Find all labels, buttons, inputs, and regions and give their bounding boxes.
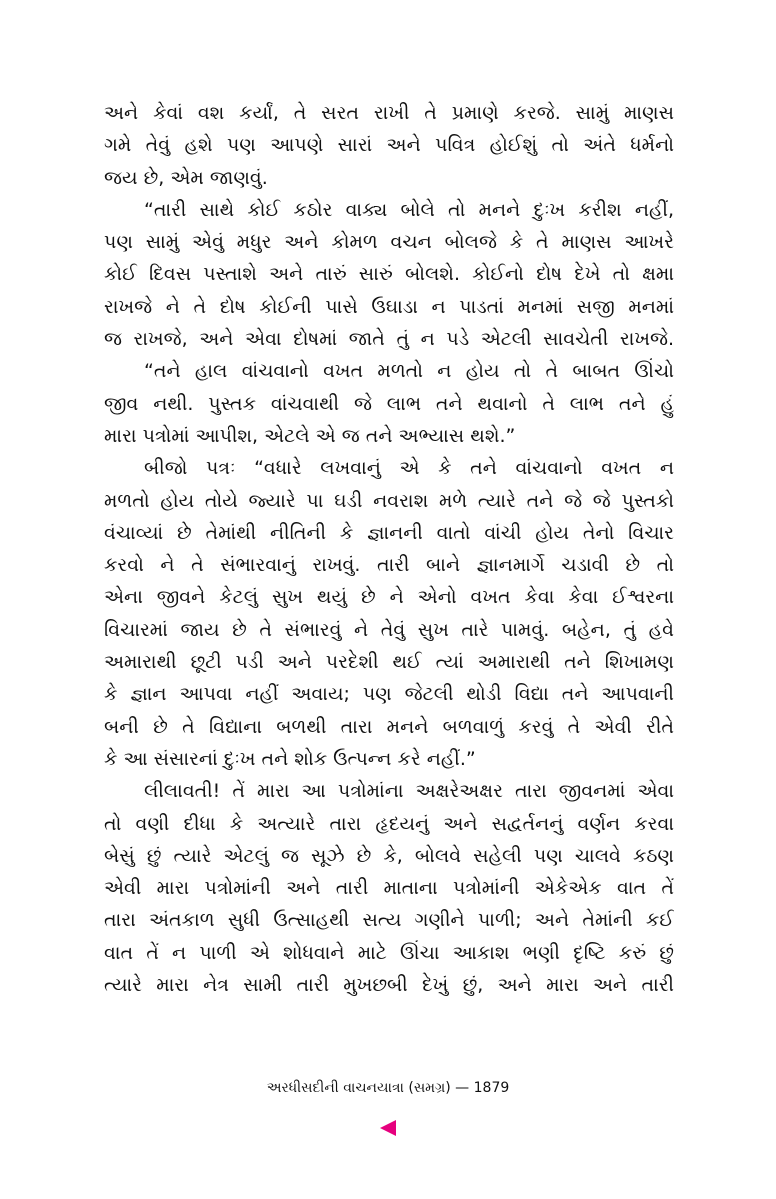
page-footer: અરધીસદીની વાચનયાત્રા (સમગ્ર) — 1879 — [266, 1080, 510, 1096]
text-line: કે આ સંસારનાં દુઃખ તને શોક ઉત્પન્ન કરે નહીં.” — [104, 747, 476, 770]
page-back-arrow-icon[interactable] — [380, 1120, 396, 1136]
text-line: કરવો ને તે સંભારવાનું રાખવું. તારી બાને જ્ઞાનમાર્ગે ચડાવી છે તો — [104, 554, 674, 577]
text-line: પણ સામું એવું મધુર અને કોમળ વચન બોલજે કે તે માણસ આખરે — [104, 231, 674, 254]
text-line: “તને હાલ વાંચવાનો વખત મળતો ન હોય તો તે બાબત ઊંચો — [144, 360, 674, 383]
text-line: વાત તેં ન પાળી એ શોધવાને માટે ઊંચા આકાશ ભણી દૃષ્ટિ કરું છું — [104, 941, 674, 964]
text-line: ત્યારે મારા નેત્ર સામી તારી મુખછબી દેખું છું, અને મારા અને તારી — [104, 974, 674, 997]
text-line: અમારાથી છૂટી પડી અને પરદેશી થઈ ત્યાં અમારાથી તને શિખામણ — [104, 651, 674, 674]
text-line: તો વણી દીધા કે અત્યારે તારા હૃદયનું અને સદ્વર્તનનું વર્ણન કરવા — [104, 812, 674, 835]
text-line: તારા અંતકાળ સુધી ઉત્સાહથી સત્ય ગણીને પાળી; અને તેમાંની કઈ — [104, 909, 674, 932]
text-line: બની છે તે વિદ્યાના બળથી તારા મનને બળવાળું કરવું તે એવી રીતે — [104, 715, 674, 738]
text-line: એના જીવને કેટલું સુખ થયું છે ને એનો વખત કેવા કેવા ઈશ્વરના — [104, 586, 674, 609]
text-line: રાખજે ને તે દોષ કોઈની પાસે ઉઘાડા ન પાડતાં મનમાં સજી મનમાં — [104, 295, 674, 318]
page-body — [104, 97, 674, 1001]
text-line: લીલાવતી! તેં મારા આ પત્રોમાંના અક્ષરેઅક્ષર તારા જીવનમાં એવા — [144, 780, 674, 803]
text-line: કોઈ દિવસ પસ્તાશે અને તારું સારું બોલશે. કોઈનો દોષ દેખે તો ક્ષમા — [104, 263, 674, 286]
text-line: અને કેવાં વશ કર્યાં, તે સરત રાખી તે પ્રમાણે કરજે. સામું માણસ — [104, 102, 674, 124]
text-line: મારા પત્રોમાં આપીશ, એટલે એ જ તને અભ્યાસ થશે.” — [104, 424, 516, 447]
text-line: બેસું છું ત્યારે એટલું જ સૂઝે છે કે, બોલવે સહેલી પણ ચાલવે કઠણ — [104, 844, 674, 867]
text-line: જય છે, એમ જાણવું. — [104, 166, 268, 189]
text-line: “તારી સાથે કોઈ કઠોર વાક્ય બોલે તો મનને દુઃખ કરીશ નહીં, — [144, 198, 674, 221]
text-line: જ રાખજે, અને એવા દોષમાં જાતે તું ન પડે એટલી સાવચેતી રાખજે. — [104, 328, 674, 351]
text-line: ગમે તેવું હશે પણ આપણે સારાં અને પવિત્ર હોઈશું તો અંતે ધર્મનો — [104, 134, 674, 157]
text-line: જીવ નથી. પુસ્તક વાંચવાથી જે લાભ તને થવાનો તે લાભ તને હું — [104, 392, 674, 415]
text-line: વંચાવ્યાં છે તેમાંથી નીતિની કે જ્ઞાનની વાતો વાંચી હોય તેનો વિચાર — [104, 521, 674, 544]
text-line: વિચારમાં જાય છે તે સંભારવું ને તેવું સુખ તારે પામવું. બહેન, તું હવે — [104, 618, 674, 641]
text-line: બીજો પત્રઃ “વધારે લખવાનું એ કે તને વાંચવાનો વખત ન — [144, 457, 674, 480]
text-line: મળતો હોય તોયે જ્યારે પા ઘડી નવરાશ મળે ત્યારે તને જે જે પુસ્તકો — [104, 489, 674, 512]
text-line: એવી મારા પત્રોમાંની અને તારી માતાના પત્રોમાંની એકેએક વાત તેં — [104, 877, 674, 900]
text-line: કે જ્ઞાન આપવા નહીં અવાય; પણ જેટલી થોડી વિદ્યા તને આપવાની — [104, 683, 674, 706]
